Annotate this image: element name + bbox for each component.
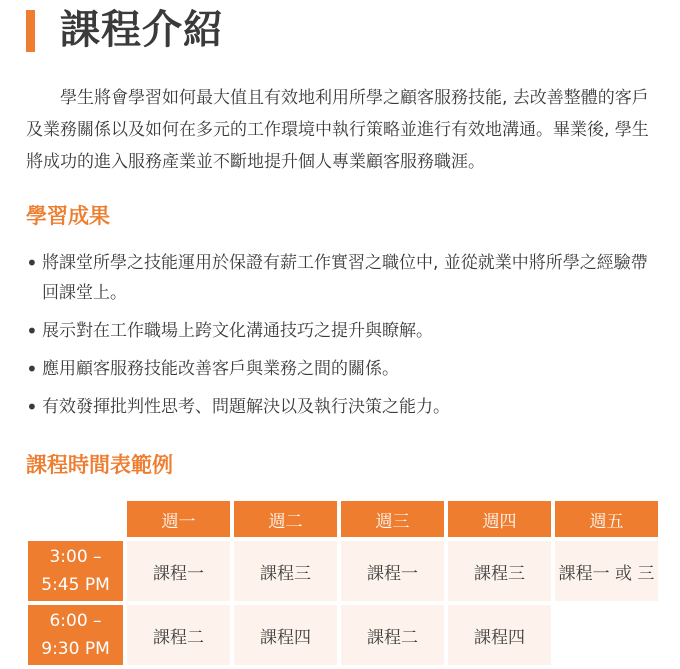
schedule-row-evening bbox=[28, 605, 658, 665]
schedule-header-row bbox=[28, 501, 658, 537]
time-slot-end: 5:45 PM bbox=[41, 575, 110, 595]
outcome-item: • 有效發揮批判性思考、問題解決以及執行決策之能力。 bbox=[26, 392, 656, 422]
outcome-item: • 展示對在工作職場上跨文化溝通技巧之提升與瞭解。 bbox=[26, 316, 656, 346]
schedule-cell: 課程三 bbox=[234, 541, 337, 601]
schedule-cell: 課程二 bbox=[127, 605, 230, 665]
schedule-table bbox=[24, 497, 662, 669]
schedule-cell: 課程四 bbox=[448, 605, 551, 665]
schedule-cell: 課程一 bbox=[127, 541, 230, 601]
outcome-item: • 將課堂所學之技能運用於保證有薪工作實習之職位中, 並從就業中將所學之經驗帶回課堂上。 bbox=[26, 248, 656, 308]
schedule-cell: 課程一 或 三 bbox=[555, 541, 658, 601]
title-accent-bar bbox=[26, 10, 35, 52]
day-header-wed: 週三 bbox=[341, 501, 444, 537]
schedule-heading: 課程時間表範例 bbox=[26, 453, 173, 477]
day-header-thu: 週四 bbox=[448, 501, 551, 537]
schedule-cell: 課程二 bbox=[341, 605, 444, 665]
time-slot-start: 6:00 – bbox=[49, 611, 102, 631]
schedule-cell: 課程一 bbox=[341, 541, 444, 601]
time-slot-evening bbox=[28, 605, 123, 665]
schedule-cell: 課程三 bbox=[448, 541, 551, 601]
schedule-row-afternoon bbox=[28, 541, 658, 601]
outcomes-heading: 學習成果 bbox=[26, 204, 110, 228]
time-slot-start: 3:00 – bbox=[49, 547, 102, 567]
schedule-corner bbox=[28, 501, 123, 537]
outcome-item: • 應用顧客服務技能改善客戶與業務之間的關係。 bbox=[26, 354, 656, 384]
page-title: 課程介紹 bbox=[60, 7, 224, 53]
day-header-fri: 週五 bbox=[555, 501, 658, 537]
time-slot-end: 9:30 PM bbox=[41, 639, 110, 659]
day-header-mon: 週一 bbox=[127, 501, 230, 537]
intro-paragraph: 學生將會學習如何最大值且有效地利用所學之顧客服務技能, 去改善整體的客戶及業務關係以及如何在多元的工作環境中執行策略並進行有效地溝通。畢業後, 學生將成功的進入服務產業並不斷地提升個人專業顧客服務職涯。 bbox=[26, 88, 649, 172]
time-slot-afternoon bbox=[28, 541, 123, 601]
schedule-cell: 課程四 bbox=[234, 605, 337, 665]
day-header-tue: 週二 bbox=[234, 501, 337, 537]
schedule-cell-empty bbox=[555, 605, 658, 665]
outcomes-list bbox=[26, 248, 656, 430]
